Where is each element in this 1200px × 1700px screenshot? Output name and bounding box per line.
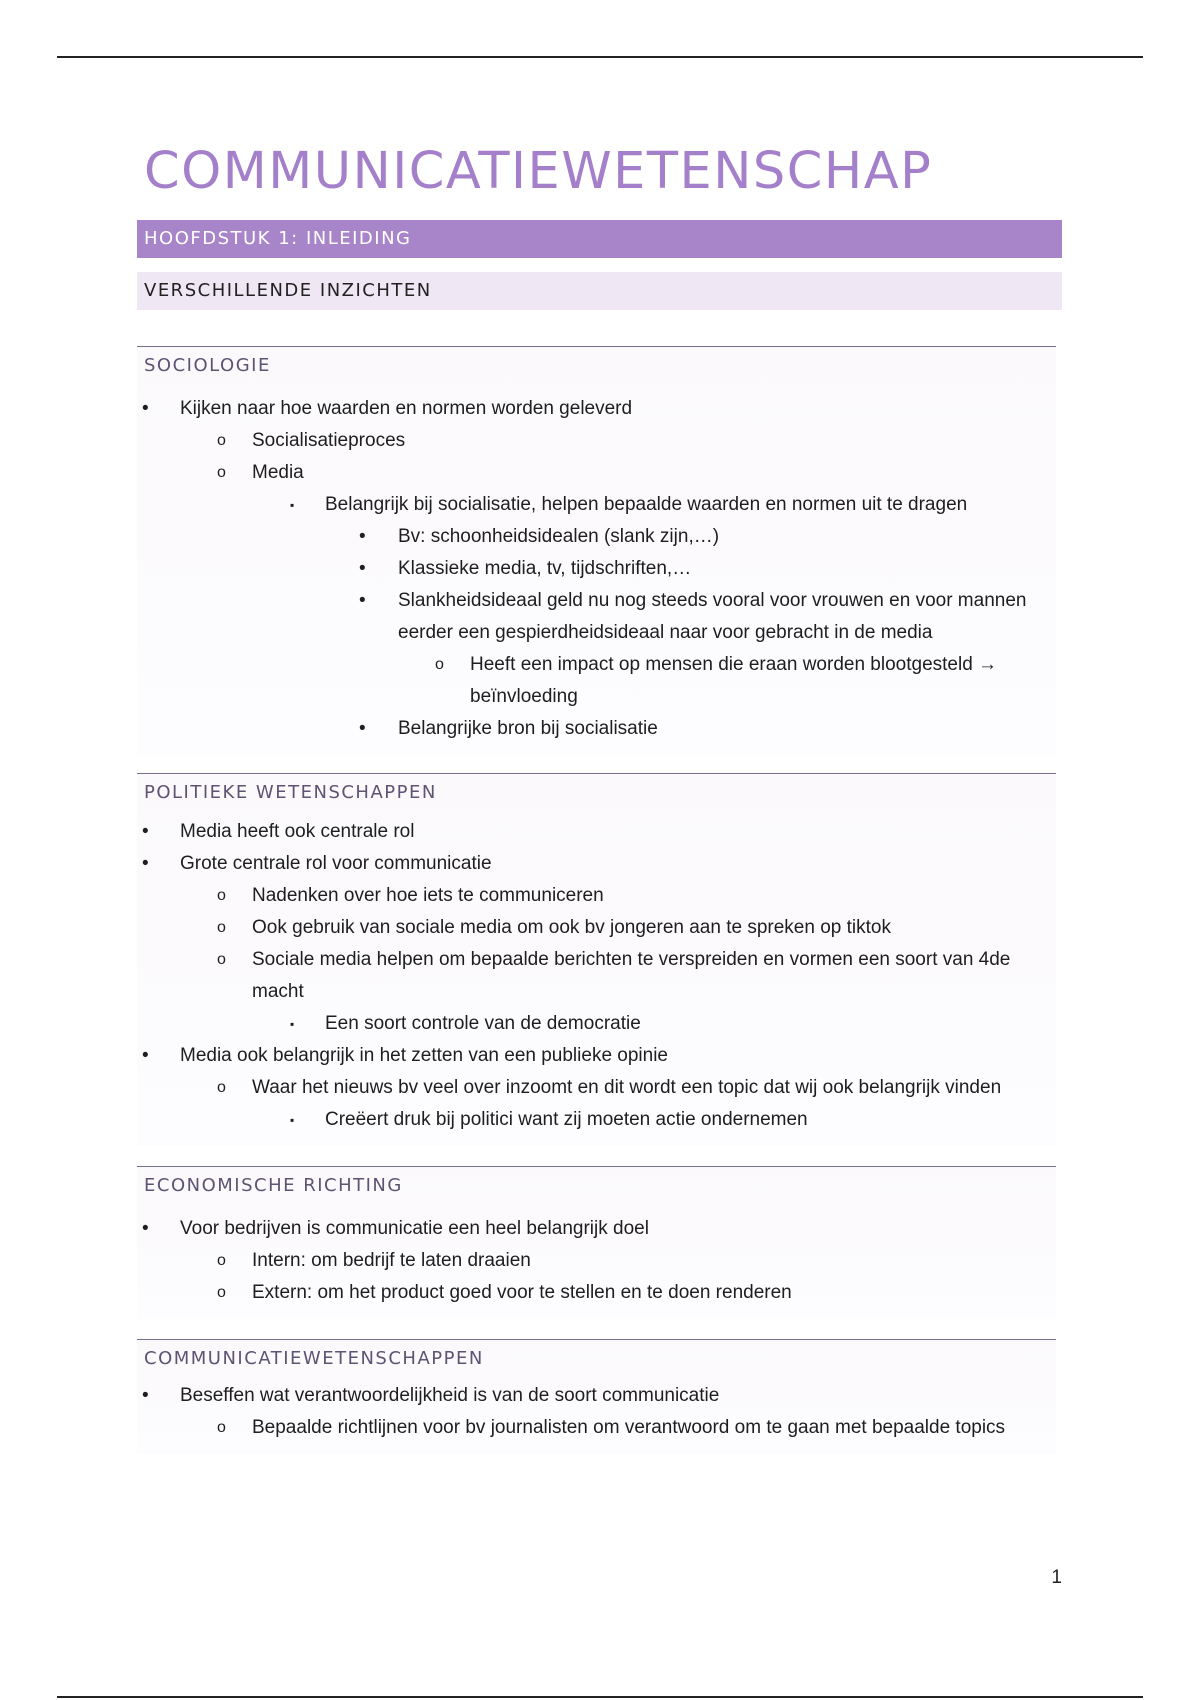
list-item: • Kijken naar hoe waarden en normen worden geleverd (142, 398, 633, 419)
subheading: VERSCHILLENDE INZICHTEN (137, 272, 1062, 310)
list-item: o Media (217, 462, 304, 483)
list-item: ▪ Belangrijk bij socialisatie, helpen bepaalde waarden en normen uit te dragen (290, 494, 968, 515)
page-bottom-rule (57, 1696, 1143, 1698)
list-item: o Nadenken over hoe iets te communiceren (217, 885, 604, 906)
list-item: o Sociale media helpen om bepaalde berichten te verspreiden en vormen een soort van 4de macht (217, 949, 1011, 1002)
page-number: 1 (1051, 1567, 1062, 1588)
list-item: • Slankheidsideaal geld nu nog steeds vooral voor vrouwen en voor mannen eerder een gespierdheidsideaal naar voor gebracht in de media (359, 590, 1027, 643)
list-item: ▪ Creëert druk bij politici want zij moeten actie ondernemen (290, 1109, 808, 1130)
list-item: • Media ook belangrijk in het zetten van een publieke opinie (142, 1045, 668, 1066)
section-communicatiewetenschappen (137, 1339, 1056, 1454)
section-heading: SOCIOLOGIE (137, 346, 1056, 385)
list-item: o Bepaalde richtlijnen voor bv journalisten om verantwoord om te gaan met bepaalde topics (217, 1417, 1006, 1438)
list-item: • Belangrijke bron bij socialisatie (359, 718, 658, 739)
list-item: • Klassieke media, tv, tijdschriften,… (359, 558, 692, 579)
list-item: ▪ Een soort controle van de democratie (290, 1013, 641, 1034)
section-sociologie (137, 346, 1056, 755)
section-heading: ECONOMISCHE RICHTING (137, 1166, 1056, 1205)
list-item: o Extern: om het product goed voor te stellen en te doen renderen (217, 1282, 792, 1303)
section-heading: POLITIEKE WETENSCHAPPEN (137, 773, 1056, 812)
list-item: • Media heeft ook centrale rol (142, 821, 415, 842)
list-item: o Heeft een impact op mensen die eraan worden blootgesteld → beïnvloeding (435, 654, 998, 707)
list-item: • Bv: schoonheidsidealen (slank zijn,…) (359, 526, 720, 547)
list-item: • Beseffen wat verantwoordelijkheid is van de soort communicatie (142, 1385, 720, 1406)
section-economische-richting (137, 1166, 1056, 1319)
chapter-heading: HOOFDSTUK 1: INLEIDING (137, 220, 1062, 258)
list-item: o Waar het nieuws bv veel over inzoomt en dit wordt een topic dat wij ook belangrijk vinden (217, 1077, 1002, 1098)
list-item: o Socialisatieproces (217, 430, 406, 451)
list-item: • Grote centrale rol voor communicatie (142, 853, 492, 874)
document-body (137, 136, 1062, 1454)
list-item: o Intern: om bedrijf te laten draaien (217, 1250, 531, 1271)
document-title: COMMUNICATIEWETENSCHAP (144, 142, 933, 201)
section-heading: COMMUNICATIEWETENSCHAPPEN (137, 1339, 1056, 1378)
list-item: o Ook gebruik van sociale media om ook bv jongeren aan te spreken op tiktok (217, 917, 891, 938)
list-item: • Voor bedrijven is communicatie een heel belangrijk doel (142, 1218, 649, 1239)
section-politieke-wetenschappen (137, 773, 1056, 1146)
page-top-rule (57, 56, 1143, 58)
